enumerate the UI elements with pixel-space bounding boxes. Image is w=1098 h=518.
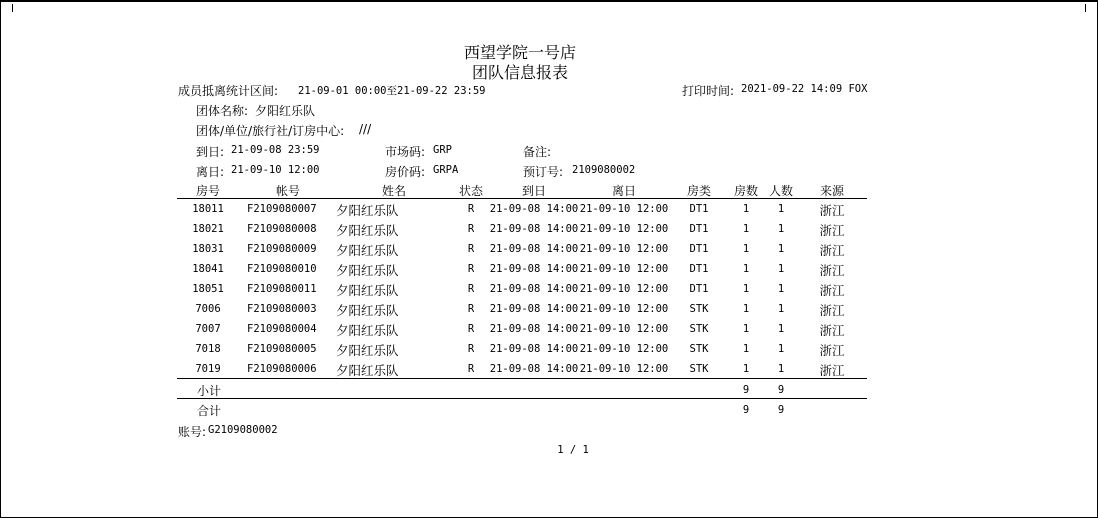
col-room-no: 房号 — [195, 184, 221, 198]
cell-room-no: 18021 — [192, 223, 224, 235]
cell-source: 浙江 — [819, 223, 845, 238]
cell-room-no: 18031 — [192, 243, 224, 255]
cell-depart: 21-09-10 12:00 — [579, 203, 669, 215]
cell-arrive: 21-09-08 14:00 — [489, 223, 579, 235]
group-name-label: 团体名称: — [196, 104, 249, 118]
total-label: 合计 — [197, 404, 222, 418]
cell-people: 1 — [777, 283, 785, 295]
cell-account: F2109080011 — [247, 283, 317, 295]
cell-room-type: DT1 — [689, 223, 709, 235]
subtotal-rooms: 9 — [742, 384, 750, 396]
rate-code-value: GRPA — [433, 164, 459, 176]
cell-account: F2109080005 — [247, 343, 317, 355]
cell-room-no: 18011 — [192, 203, 224, 215]
table-row — [0, 201, 1098, 221]
col-rooms: 房数 — [733, 184, 759, 198]
cell-status: R — [467, 203, 475, 215]
cell-people: 1 — [777, 243, 785, 255]
cell-account: F2109080003 — [247, 303, 317, 315]
cell-account: F2109080004 — [247, 323, 317, 335]
report-title: 团队信息报表 — [471, 63, 569, 82]
cell-rooms: 1 — [742, 303, 750, 315]
cell-people: 1 — [777, 223, 785, 235]
table-row — [0, 241, 1098, 261]
print-time-label: 打印时间: — [682, 84, 735, 98]
cell-source: 浙江 — [819, 203, 845, 218]
cell-room-type: DT1 — [689, 263, 709, 275]
cell-arrive: 21-09-08 14:00 — [489, 343, 579, 355]
cell-room-type: STK — [689, 303, 709, 315]
cell-rooms: 1 — [742, 263, 750, 275]
cell-account: F2109080007 — [247, 203, 317, 215]
arrive-value: 21-09-08 23:59 — [231, 144, 320, 156]
group-org-value: /// — [359, 122, 372, 136]
cell-depart: 21-09-10 12:00 — [579, 343, 669, 355]
cell-source: 浙江 — [819, 263, 845, 278]
cell-depart: 21-09-10 12:00 — [579, 303, 669, 315]
cell-status: R — [467, 363, 475, 375]
cell-status: R — [467, 303, 475, 315]
table-row — [0, 281, 1098, 301]
cell-room-type: DT1 — [689, 283, 709, 295]
subtotal-label: 小计 — [197, 384, 222, 398]
cell-name: 夕阳红乐队 — [336, 283, 399, 298]
subtotal-divider — [177, 398, 867, 399]
period-label: 成员抵离统计区间: — [178, 84, 279, 98]
cell-name: 夕阳红乐队 — [336, 223, 399, 238]
cell-rooms: 1 — [742, 223, 750, 235]
cell-arrive: 21-09-08 14:00 — [489, 363, 579, 375]
col-account: 帐号 — [275, 184, 301, 198]
cell-depart: 21-09-10 12:00 — [579, 323, 669, 335]
cell-room-no: 18051 — [192, 283, 224, 295]
page-number: 1 / 1 — [557, 444, 589, 456]
corner-mark-left — [12, 4, 13, 12]
cell-name: 夕阳红乐队 — [336, 343, 399, 358]
market-code-value: GRP — [433, 144, 452, 156]
hotel-name: 西望学院一号店 — [463, 43, 577, 62]
cell-depart: 21-09-10 12:00 — [579, 363, 669, 375]
cell-account: F2109080008 — [247, 223, 317, 235]
cell-room-no: 7019 — [195, 363, 221, 375]
col-room-type: 房类 — [686, 184, 712, 198]
booking-no-label: 预订号: — [523, 165, 564, 179]
cell-depart: 21-09-10 12:00 — [579, 283, 669, 295]
cell-rooms: 1 — [742, 323, 750, 335]
cell-name: 夕阳红乐队 — [336, 303, 399, 318]
table-row — [0, 221, 1098, 241]
cell-account: F2109080009 — [247, 243, 317, 255]
table-row — [0, 301, 1098, 321]
arrive-label: 到日: — [196, 145, 225, 159]
cell-rooms: 1 — [742, 343, 750, 355]
period-value: 21-09-01 00:00至21-09-22 23:59 — [298, 85, 486, 97]
col-source: 来源 — [819, 184, 845, 198]
table-row — [0, 321, 1098, 341]
cell-arrive: 21-09-08 14:00 — [489, 243, 579, 255]
table-row — [0, 341, 1098, 361]
cell-room-type: DT1 — [689, 203, 709, 215]
cell-source: 浙江 — [819, 363, 845, 378]
cell-room-type: DT1 — [689, 243, 709, 255]
corner-mark-right — [1085, 4, 1086, 12]
market-code-label: 市场码: — [385, 145, 426, 159]
cell-rooms: 1 — [742, 283, 750, 295]
cell-room-no: 7018 — [195, 343, 221, 355]
cell-room-type: STK — [689, 323, 709, 335]
page-top-border — [0, 0, 1098, 2]
cell-name: 夕阳红乐队 — [336, 363, 399, 378]
cell-arrive: 21-09-08 14:00 — [489, 283, 579, 295]
cell-room-no: 7006 — [195, 303, 221, 315]
cell-people: 1 — [777, 203, 785, 215]
cell-people: 1 — [777, 343, 785, 355]
cell-arrive: 21-09-08 14:00 — [489, 323, 579, 335]
cell-depart: 21-09-10 12:00 — [579, 263, 669, 275]
depart-label: 离日: — [196, 165, 225, 179]
cell-people: 1 — [777, 323, 785, 335]
total-rooms: 9 — [742, 404, 750, 416]
cell-name: 夕阳红乐队 — [336, 323, 399, 338]
account-value: G2109080002 — [208, 424, 278, 436]
col-name: 姓名 — [381, 184, 407, 198]
depart-value: 21-09-10 12:00 — [231, 164, 320, 176]
cell-people: 1 — [777, 363, 785, 375]
cell-account: F2109080006 — [247, 363, 317, 375]
rows-divider — [177, 378, 867, 379]
cell-rooms: 1 — [742, 243, 750, 255]
cell-source: 浙江 — [819, 323, 845, 338]
cell-source: 浙江 — [819, 243, 845, 258]
total-people: 9 — [777, 404, 785, 416]
cell-arrive: 21-09-08 14:00 — [489, 203, 579, 215]
cell-status: R — [467, 243, 475, 255]
table-row — [0, 261, 1098, 281]
cell-status: R — [467, 263, 475, 275]
cell-room-no: 7007 — [195, 323, 221, 335]
cell-people: 1 — [777, 263, 785, 275]
print-time-value: 2021-09-22 14:09 FOX — [741, 83, 868, 95]
cell-depart: 21-09-10 12:00 — [579, 243, 669, 255]
remark-label: 备注: — [523, 145, 552, 159]
cell-depart: 21-09-10 12:00 — [579, 223, 669, 235]
subtotal-people: 9 — [777, 384, 785, 396]
booking-no-value: 2109080002 — [572, 164, 636, 176]
cell-source: 浙江 — [819, 303, 845, 318]
cell-name: 夕阳红乐队 — [336, 243, 399, 258]
cell-room-no: 18041 — [192, 263, 224, 275]
cell-name: 夕阳红乐队 — [336, 203, 399, 218]
col-people: 人数 — [768, 184, 794, 198]
cell-status: R — [467, 323, 475, 335]
cell-rooms: 1 — [742, 203, 750, 215]
col-status: 状态 — [458, 184, 484, 198]
cell-status: R — [467, 223, 475, 235]
account-label: 账号: — [178, 425, 207, 439]
cell-people: 1 — [777, 303, 785, 315]
group-name-value: 夕阳红乐队 — [255, 104, 316, 118]
cell-source: 浙江 — [819, 343, 845, 358]
group-org-label: 团体/单位/旅行社/订房中心: — [196, 124, 345, 138]
cell-room-type: STK — [689, 363, 709, 375]
cell-name: 夕阳红乐队 — [336, 263, 399, 278]
cell-source: 浙江 — [819, 283, 845, 298]
cell-arrive: 21-09-08 14:00 — [489, 263, 579, 275]
cell-status: R — [467, 283, 475, 295]
cell-account: F2109080010 — [247, 263, 317, 275]
cell-room-type: STK — [689, 343, 709, 355]
rate-code-label: 房价码: — [385, 165, 426, 179]
header-divider — [177, 198, 867, 199]
cell-status: R — [467, 343, 475, 355]
col-arrive: 到日 — [521, 184, 547, 198]
cell-rooms: 1 — [742, 363, 750, 375]
col-depart: 离日 — [611, 184, 637, 198]
cell-arrive: 21-09-08 14:00 — [489, 303, 579, 315]
